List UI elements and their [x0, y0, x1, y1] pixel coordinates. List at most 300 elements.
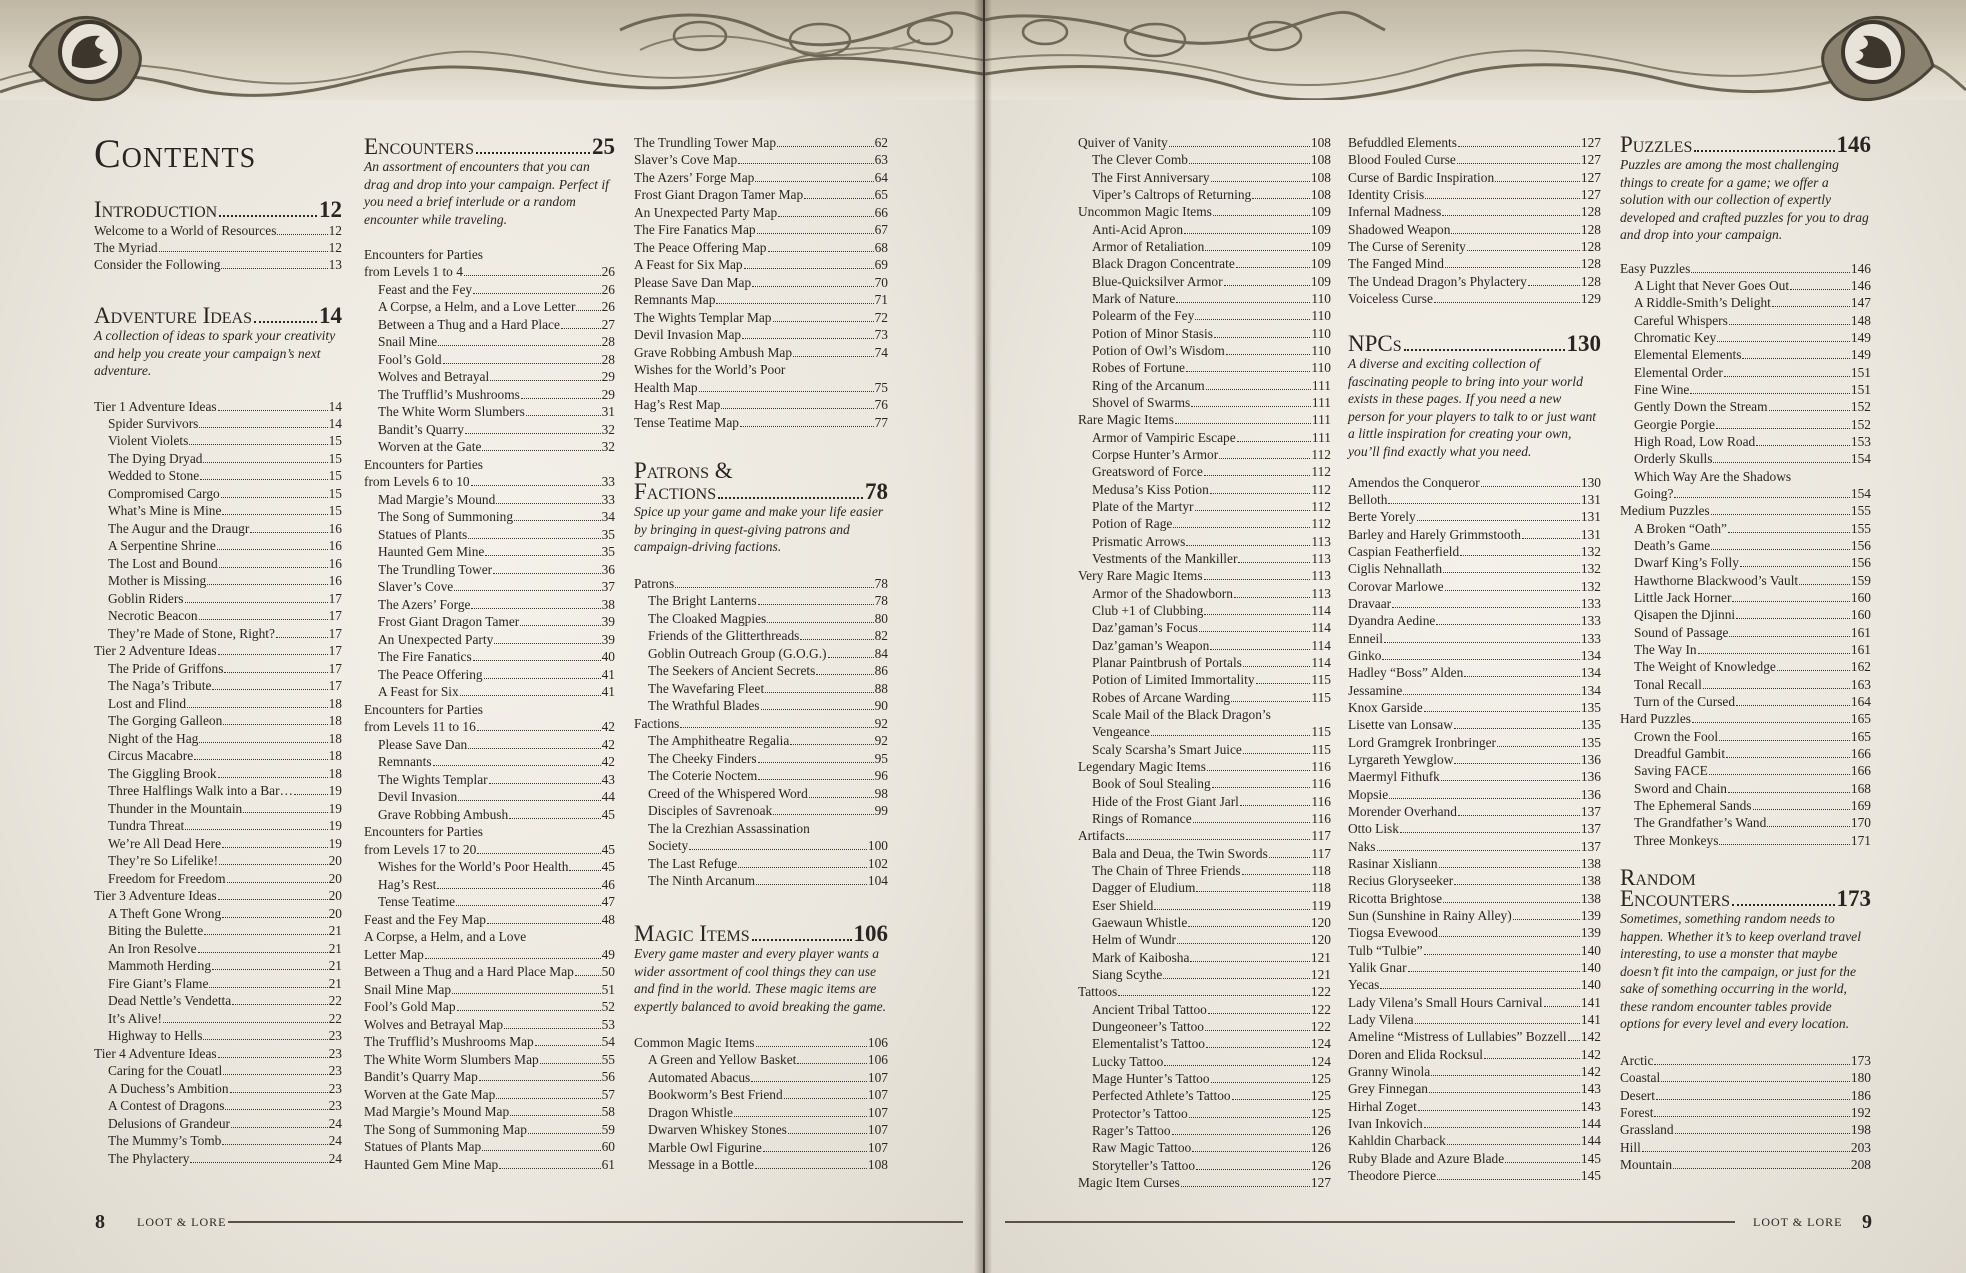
toc-entry[interactable] — [1078, 1035, 1331, 1053]
toc-entry[interactable] — [364, 963, 615, 981]
toc-entry[interactable] — [364, 823, 615, 841]
toc-entry[interactable] — [364, 753, 615, 771]
toc-entry[interactable] — [1620, 450, 1871, 468]
toc-entry[interactable] — [94, 957, 342, 975]
toc-entry[interactable] — [1348, 612, 1601, 630]
toc-entry[interactable] — [94, 852, 342, 870]
toc-entry[interactable] — [634, 134, 888, 152]
toc-entry[interactable] — [364, 473, 615, 491]
toc-entry[interactable] — [634, 344, 888, 362]
toc-entry[interactable] — [364, 718, 615, 736]
toc-entry[interactable] — [94, 415, 342, 433]
toc-entry[interactable] — [1348, 1167, 1601, 1185]
toc-entry[interactable] — [364, 631, 615, 649]
toc-entry[interactable] — [1078, 741, 1331, 759]
toc-entry[interactable] — [634, 680, 888, 698]
toc-entry[interactable] — [1078, 966, 1331, 984]
toc-entry[interactable] — [364, 421, 615, 439]
toc-entry[interactable] — [634, 610, 888, 628]
section-heading[interactable] — [634, 479, 888, 504]
toc-entry[interactable] — [1348, 768, 1601, 786]
toc-entry[interactable] — [1348, 255, 1601, 273]
toc-entry[interactable] — [1348, 820, 1601, 838]
toc-entry[interactable] — [94, 870, 342, 888]
toc-entry[interactable] — [1078, 325, 1331, 343]
toc-entry[interactable] — [1348, 273, 1601, 291]
toc-entry[interactable] — [1348, 1063, 1601, 1081]
toc-entry[interactable] — [94, 765, 342, 783]
toc-entry[interactable] — [1078, 1174, 1331, 1192]
toc-entry[interactable] — [94, 887, 342, 905]
toc-entry[interactable] — [1078, 827, 1331, 845]
toc-entry[interactable] — [634, 204, 888, 222]
toc-entry[interactable] — [1348, 290, 1601, 308]
toc-entry[interactable] — [1078, 654, 1331, 672]
toc-entry[interactable] — [1348, 872, 1601, 890]
toc-entry[interactable] — [1078, 862, 1331, 880]
toc-entry[interactable] — [1078, 1087, 1331, 1105]
toc-entry[interactable] — [1348, 526, 1601, 544]
toc-entry[interactable] — [1078, 602, 1331, 620]
toc-entry[interactable] — [1620, 381, 1871, 399]
toc-entry[interactable] — [634, 396, 888, 414]
toc-entry[interactable] — [1348, 838, 1601, 856]
toc-entry[interactable] — [94, 256, 342, 274]
toc-entry[interactable] — [364, 666, 615, 684]
toc-entry[interactable] — [364, 386, 615, 404]
toc-entry[interactable] — [1348, 1150, 1601, 1168]
toc-entry[interactable] — [1078, 671, 1331, 689]
toc-entry[interactable] — [1078, 914, 1331, 932]
toc-entry[interactable] — [364, 1121, 615, 1139]
toc-entry[interactable] — [634, 785, 888, 803]
toc-entry[interactable] — [94, 555, 342, 573]
toc-entry[interactable] — [1348, 734, 1601, 752]
toc-entry[interactable] — [364, 1033, 615, 1051]
toc-entry[interactable] — [364, 281, 615, 299]
toc-entry[interactable] — [634, 291, 888, 309]
toc-entry[interactable] — [1078, 706, 1331, 724]
toc-entry[interactable] — [634, 820, 888, 838]
toc-entry[interactable] — [94, 940, 342, 958]
toc-entry[interactable] — [1078, 1157, 1331, 1175]
toc-entry[interactable] — [1620, 312, 1871, 330]
toc-entry[interactable] — [1620, 693, 1871, 711]
toc-entry[interactable] — [1620, 1121, 1871, 1139]
toc-entry[interactable] — [94, 1045, 342, 1063]
toc-entry[interactable] — [364, 928, 615, 946]
toc-entry[interactable] — [364, 806, 615, 824]
toc-entry[interactable] — [1620, 329, 1871, 347]
toc-entry[interactable] — [1620, 433, 1871, 451]
toc-entry[interactable] — [634, 645, 888, 663]
toc-entry[interactable] — [1078, 203, 1331, 221]
toc-entry[interactable] — [1348, 924, 1601, 942]
toc-entry[interactable] — [94, 1150, 342, 1168]
toc-entry[interactable] — [364, 613, 615, 631]
toc-entry[interactable] — [1348, 169, 1601, 187]
toc-entry[interactable] — [1620, 554, 1871, 572]
toc-entry[interactable] — [94, 502, 342, 520]
toc-entry[interactable] — [1620, 485, 1871, 503]
toc-entry[interactable] — [634, 1034, 888, 1052]
toc-entry[interactable] — [1348, 578, 1601, 596]
toc-entry[interactable] — [634, 767, 888, 785]
toc-entry[interactable] — [634, 221, 888, 239]
toc-entry[interactable] — [1348, 890, 1601, 908]
toc-entry[interactable] — [94, 747, 342, 765]
toc-entry[interactable] — [94, 992, 342, 1010]
section-heading[interactable] — [1620, 886, 1871, 911]
toc-entry[interactable] — [1620, 624, 1871, 642]
toc-entry[interactable] — [634, 732, 888, 750]
toc-entry[interactable] — [1348, 1132, 1601, 1150]
toc-entry[interactable] — [364, 351, 615, 369]
toc-entry[interactable] — [1078, 186, 1331, 204]
toc-entry[interactable] — [1078, 151, 1331, 169]
toc-entry[interactable] — [634, 872, 888, 890]
toc-entry[interactable] — [1620, 814, 1871, 832]
toc-entry[interactable] — [1348, 1080, 1601, 1098]
toc-entry[interactable] — [1348, 699, 1601, 717]
toc-entry[interactable] — [364, 596, 615, 614]
toc-entry[interactable] — [1620, 294, 1871, 312]
toc-entry[interactable] — [364, 876, 615, 894]
toc-entry[interactable] — [1348, 786, 1601, 804]
toc-entry[interactable] — [1620, 520, 1871, 538]
toc-entry[interactable] — [1348, 595, 1601, 613]
toc-entry[interactable] — [94, 590, 342, 608]
toc-entry[interactable] — [1620, 606, 1871, 624]
toc-entry[interactable] — [634, 575, 888, 593]
toc-entry[interactable] — [1620, 1087, 1871, 1105]
toc-entry[interactable] — [1348, 1098, 1601, 1116]
toc-entry[interactable] — [1620, 572, 1871, 590]
toc-entry[interactable] — [1078, 533, 1331, 551]
toc-entry[interactable] — [634, 274, 888, 292]
toc-entry[interactable] — [1348, 186, 1601, 204]
toc-entry[interactable] — [1620, 797, 1871, 815]
toc-entry[interactable] — [1620, 277, 1871, 295]
toc-entry[interactable] — [1348, 907, 1601, 925]
toc-entry[interactable] — [364, 1103, 615, 1121]
toc-entry[interactable] — [364, 1138, 615, 1156]
toc-entry[interactable] — [634, 361, 888, 379]
toc-entry[interactable] — [94, 922, 342, 940]
toc-entry[interactable] — [1620, 1069, 1871, 1087]
toc-entry[interactable] — [1078, 273, 1331, 291]
toc-entry[interactable] — [1078, 342, 1331, 360]
toc-entry[interactable] — [1348, 1046, 1601, 1064]
toc-entry[interactable] — [1620, 1139, 1871, 1157]
section-heading[interactable] — [634, 921, 888, 946]
toc-entry[interactable] — [1348, 134, 1601, 152]
toc-entry[interactable] — [364, 981, 615, 999]
toc-entry[interactable] — [634, 837, 888, 855]
toc-entry[interactable] — [1078, 221, 1331, 239]
toc-entry[interactable] — [364, 701, 615, 719]
toc-entry[interactable] — [1348, 238, 1601, 256]
toc-entry[interactable] — [634, 855, 888, 873]
toc-entry[interactable] — [1078, 845, 1331, 863]
toc-entry[interactable] — [1078, 949, 1331, 967]
toc-entry[interactable] — [364, 736, 615, 754]
toc-entry[interactable] — [364, 456, 615, 474]
toc-entry[interactable] — [1078, 290, 1331, 308]
toc-entry[interactable] — [1078, 169, 1331, 187]
toc-entry[interactable] — [94, 1097, 342, 1115]
toc-entry[interactable] — [1078, 1070, 1331, 1088]
toc-entry[interactable] — [1620, 832, 1871, 850]
toc-entry[interactable] — [634, 627, 888, 645]
toc-entry[interactable] — [1620, 641, 1871, 659]
toc-entry[interactable] — [1078, 758, 1331, 776]
toc-entry[interactable] — [634, 1069, 888, 1087]
toc-entry[interactable] — [364, 1086, 615, 1104]
toc-entry[interactable] — [634, 1086, 888, 1104]
toc-entry[interactable] — [364, 403, 615, 421]
section-heading[interactable] — [1348, 331, 1601, 356]
toc-entry[interactable] — [94, 222, 342, 240]
toc-entry[interactable] — [1620, 398, 1871, 416]
toc-entry[interactable] — [94, 432, 342, 450]
toc-entry[interactable] — [1348, 1028, 1601, 1046]
toc-entry[interactable] — [1078, 498, 1331, 516]
toc-entry[interactable] — [1620, 1104, 1871, 1122]
toc-entry[interactable] — [1620, 589, 1871, 607]
toc-entry[interactable] — [1078, 879, 1331, 897]
toc-entry[interactable] — [634, 1121, 888, 1139]
toc-entry[interactable] — [1620, 537, 1871, 555]
toc-entry[interactable] — [1348, 474, 1601, 492]
toc-entry[interactable] — [94, 782, 342, 800]
toc-entry[interactable] — [94, 450, 342, 468]
toc-entry[interactable] — [1078, 810, 1331, 828]
toc-entry[interactable] — [1078, 1018, 1331, 1036]
toc-entry[interactable] — [634, 169, 888, 187]
toc-entry[interactable] — [1078, 307, 1331, 325]
toc-entry[interactable] — [1620, 728, 1871, 746]
toc-entry[interactable] — [1078, 550, 1331, 568]
toc-entry[interactable] — [94, 835, 342, 853]
section-heading[interactable] — [1620, 132, 1871, 157]
toc-entry[interactable] — [634, 1104, 888, 1122]
toc-entry[interactable] — [94, 398, 342, 416]
toc-entry[interactable] — [364, 1156, 615, 1174]
toc-entry[interactable] — [1348, 203, 1601, 221]
toc-entry[interactable] — [364, 368, 615, 386]
toc-entry[interactable] — [364, 998, 615, 1016]
toc-entry[interactable] — [1620, 468, 1871, 486]
toc-entry[interactable] — [364, 683, 615, 701]
toc-entry[interactable] — [634, 802, 888, 820]
toc-entry[interactable] — [1620, 260, 1871, 278]
toc-entry[interactable] — [94, 712, 342, 730]
toc-entry[interactable] — [364, 298, 615, 316]
toc-entry[interactable] — [1078, 619, 1331, 637]
toc-entry[interactable] — [364, 578, 615, 596]
toc-entry[interactable] — [94, 1132, 342, 1150]
toc-entry[interactable] — [1078, 931, 1331, 949]
toc-entry[interactable] — [364, 788, 615, 806]
toc-entry[interactable] — [94, 730, 342, 748]
toc-entry[interactable] — [634, 151, 888, 169]
toc-entry[interactable] — [1620, 762, 1871, 780]
toc-entry[interactable] — [1620, 502, 1871, 520]
toc-entry[interactable] — [364, 1068, 615, 1086]
toc-entry[interactable] — [1620, 780, 1871, 798]
toc-entry[interactable] — [1348, 855, 1601, 873]
toc-entry[interactable] — [1078, 481, 1331, 499]
toc-entry[interactable] — [1348, 491, 1601, 509]
toc-entry[interactable] — [94, 1115, 342, 1133]
section-heading[interactable] — [94, 197, 342, 222]
toc-entry[interactable] — [634, 750, 888, 768]
toc-entry[interactable] — [1348, 1011, 1601, 1029]
toc-entry[interactable] — [634, 256, 888, 274]
toc-entry[interactable] — [94, 625, 342, 643]
toc-entry[interactable] — [1078, 1105, 1331, 1123]
toc-entry[interactable] — [634, 662, 888, 680]
toc-entry[interactable] — [364, 893, 615, 911]
toc-entry[interactable] — [1348, 508, 1601, 526]
toc-entry[interactable] — [1348, 751, 1601, 769]
toc-entry[interactable] — [1620, 364, 1871, 382]
toc-entry[interactable] — [1348, 647, 1601, 665]
toc-entry[interactable] — [634, 1051, 888, 1069]
toc-entry[interactable] — [364, 491, 615, 509]
toc-entry[interactable] — [1078, 567, 1331, 585]
toc-entry[interactable] — [1620, 676, 1871, 694]
toc-entry[interactable] — [1078, 377, 1331, 395]
toc-entry[interactable] — [1620, 1156, 1871, 1174]
toc-entry[interactable] — [634, 1139, 888, 1157]
toc-entry[interactable] — [94, 975, 342, 993]
toc-entry[interactable] — [634, 309, 888, 327]
toc-entry[interactable] — [1078, 1001, 1331, 1019]
toc-entry[interactable] — [1078, 793, 1331, 811]
toc-entry[interactable] — [364, 246, 615, 264]
toc-entry[interactable] — [1078, 255, 1331, 273]
toc-entry[interactable] — [94, 695, 342, 713]
section-heading[interactable] — [364, 134, 615, 159]
toc-entry[interactable] — [94, 800, 342, 818]
toc-entry[interactable] — [364, 333, 615, 351]
toc-entry[interactable] — [364, 526, 615, 544]
toc-entry[interactable] — [634, 326, 888, 344]
toc-entry[interactable] — [364, 561, 615, 579]
toc-entry[interactable] — [94, 572, 342, 590]
toc-entry[interactable] — [1078, 394, 1331, 412]
toc-entry[interactable] — [1078, 515, 1331, 533]
toc-entry[interactable] — [94, 1027, 342, 1045]
toc-entry[interactable] — [1620, 416, 1871, 434]
toc-entry[interactable] — [1620, 710, 1871, 728]
toc-entry[interactable] — [1348, 976, 1601, 994]
toc-entry[interactable] — [1078, 775, 1331, 793]
toc-entry[interactable] — [364, 911, 615, 929]
toc-entry[interactable] — [1348, 664, 1601, 682]
toc-entry[interactable] — [1620, 1052, 1871, 1070]
toc-entry[interactable] — [94, 677, 342, 695]
toc-entry[interactable] — [1348, 682, 1601, 700]
section-heading[interactable] — [94, 303, 342, 328]
toc-entry[interactable] — [94, 660, 342, 678]
toc-entry[interactable] — [634, 592, 888, 610]
toc-entry[interactable] — [364, 946, 615, 964]
toc-entry[interactable] — [1078, 585, 1331, 603]
toc-entry[interactable] — [634, 715, 888, 733]
toc-entry[interactable] — [1348, 221, 1601, 239]
toc-entry[interactable] — [634, 697, 888, 715]
toc-entry[interactable] — [364, 841, 615, 859]
toc-entry[interactable] — [364, 508, 615, 526]
toc-entry[interactable] — [1078, 411, 1331, 429]
toc-entry[interactable] — [1348, 803, 1601, 821]
toc-entry[interactable] — [1348, 959, 1601, 977]
toc-entry[interactable] — [94, 520, 342, 538]
toc-entry[interactable] — [1620, 658, 1871, 676]
toc-entry[interactable] — [364, 543, 615, 561]
toc-entry[interactable] — [634, 1156, 888, 1174]
toc-entry[interactable] — [94, 1080, 342, 1098]
toc-entry[interactable] — [94, 467, 342, 485]
toc-entry[interactable] — [364, 1016, 615, 1034]
toc-entry[interactable] — [1078, 1139, 1331, 1157]
toc-entry[interactable] — [1348, 630, 1601, 648]
toc-entry[interactable] — [1348, 994, 1601, 1012]
toc-entry[interactable] — [1348, 543, 1601, 561]
toc-entry[interactable] — [1348, 1115, 1601, 1133]
toc-entry[interactable] — [1348, 716, 1601, 734]
toc-entry[interactable] — [1348, 151, 1601, 169]
toc-entry[interactable] — [634, 379, 888, 397]
toc-entry[interactable] — [364, 438, 615, 456]
toc-entry[interactable] — [364, 1051, 615, 1069]
toc-entry[interactable] — [1078, 689, 1331, 707]
toc-entry[interactable] — [364, 858, 615, 876]
toc-entry[interactable] — [364, 263, 615, 281]
toc-entry[interactable] — [1348, 560, 1601, 578]
toc-entry[interactable] — [1078, 723, 1331, 741]
toc-entry[interactable] — [1620, 346, 1871, 364]
toc-entry[interactable] — [1078, 238, 1331, 256]
toc-entry[interactable] — [1078, 983, 1331, 1001]
toc-entry[interactable] — [94, 1010, 342, 1028]
toc-entry[interactable] — [1078, 359, 1331, 377]
toc-entry[interactable] — [1078, 1122, 1331, 1140]
toc-entry[interactable] — [1620, 745, 1871, 763]
toc-entry[interactable] — [364, 316, 615, 334]
toc-entry[interactable] — [364, 771, 615, 789]
toc-entry[interactable] — [634, 186, 888, 204]
toc-entry[interactable] — [1078, 134, 1331, 152]
toc-entry[interactable] — [94, 905, 342, 923]
toc-entry[interactable] — [94, 239, 342, 257]
toc-entry[interactable] — [94, 1062, 342, 1080]
toc-entry[interactable] — [1078, 463, 1331, 481]
toc-entry[interactable] — [1078, 1053, 1331, 1071]
toc-entry[interactable] — [94, 537, 342, 555]
toc-entry[interactable] — [1348, 942, 1601, 960]
toc-entry[interactable] — [634, 414, 888, 432]
toc-entry[interactable] — [1078, 446, 1331, 464]
toc-entry[interactable] — [1078, 897, 1331, 915]
toc-entry[interactable] — [634, 239, 888, 257]
toc-entry[interactable] — [1078, 429, 1331, 447]
toc-entry[interactable] — [1078, 637, 1331, 655]
toc-entry[interactable] — [94, 817, 342, 835]
